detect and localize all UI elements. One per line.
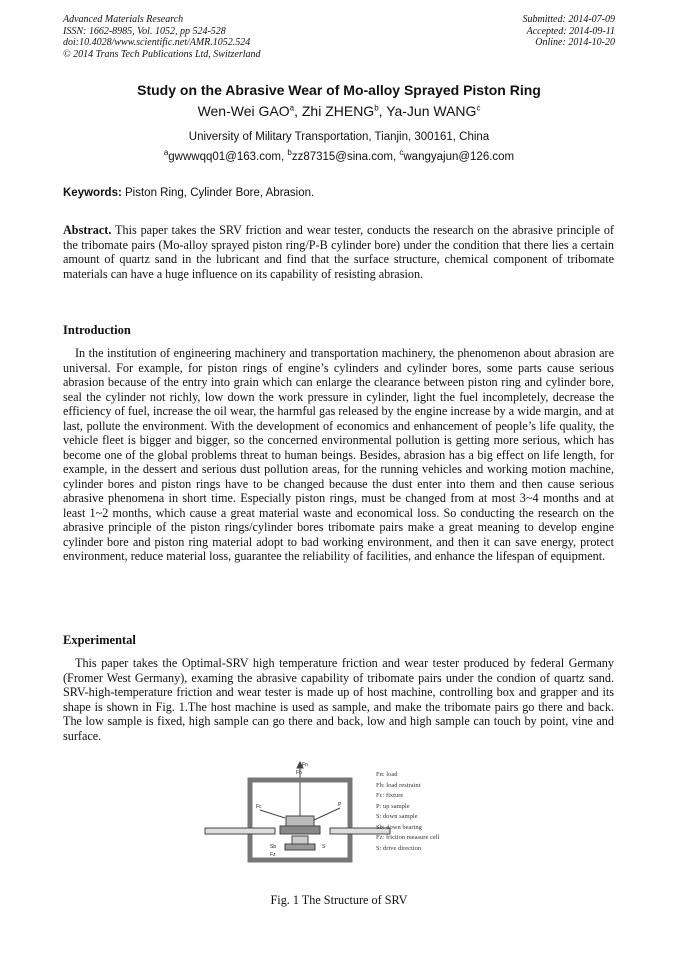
submitted-date: Submitted: 2014-07-09: [522, 14, 615, 25]
journal-header-right: [523, 14, 616, 49]
introduction-text: In the institution of engineering machinery and transportation machinery, the phenomenon about abrasion are universal. For example, for piston rings of engine’s cylinders and cylinder bores, some parts cause serious abrasion because of the entry into grain which can enlarge the clearance between piston ring and cylinder bore, seal the cylinder not richly, low down the work pressure in cylinder, light the fuel incompletely, decrease the efficiency of fuel, increase the oil wear, the harmful gas released by the engine increase by a wide margin, and at last, pollute the environment. With the development of economics and enhancement of people’s life quality, the vehicle fleet is bigger and bigger, so the concerned environmental pollution is getting more serious, which has become one of the global problems threat to human beings. Besides, abrasion has a big effect on life length, for example, in the dessert and serious dust pollution areas, for the running vehicles and working motion machine, cylinder bores and piston rings have to be changed because the dust enter into them and then cause serious abrasive phenomena in short time. Especially piston rings, must be changed from at most 3~4 months and at least 1~2 months, which cause a great material waste and economical loss. So conducting the research on the abrasive principle of the piston rings/cylinder bores tribomate pairs make a great meaning to develop engine cylinder bore and piston ring material adopt to bad working environment, and then it can save energy, protect environment, reduce material loss, guarantee the reliability of facilities, and enhance the lifespan of equipment.: [63, 346, 614, 563]
journal-doi: doi:10.4028/www.scientific.net/AMR.1052.524: [63, 37, 251, 48]
lower-sample: [292, 836, 308, 844]
legend-text: fixture: [385, 792, 404, 799]
email-sup: a: [163, 148, 169, 158]
fc-leader: [260, 810, 285, 818]
email-address: wangyajun@126.com: [403, 151, 515, 163]
legend-item: [376, 833, 439, 844]
keywords-label: Keywords:: [63, 187, 122, 199]
journal-copyright: © 2014 Trans Tech Publications Ltd, Switzerland: [63, 48, 261, 60]
journal-issn: ISSN: 1662-8985, Vol. 1052, pp 524-528: [63, 25, 226, 37]
author-name: Ya-Jun WANG: [386, 103, 477, 119]
email-list: $^a$gwwwqq01@163.com, $^b$zz87315@sina.com, $^c$wangyajun@126.com: [163, 148, 515, 163]
legend-text: drive direction: [383, 844, 422, 852]
journal-name: Advanced Materials Research: [63, 14, 184, 25]
legend-text: down bearing: [386, 823, 422, 831]
introduction-heading: Introduction: [63, 323, 131, 337]
keywords-text: Piston Ring, Cylinder Bore, Abrasion.: [125, 187, 315, 199]
online-date: Online: 2014-10-20: [535, 37, 615, 48]
abstract-label: Abstract.: [63, 223, 112, 237]
legend-item: [376, 823, 439, 834]
legend-text: load: [386, 771, 398, 778]
email-address: gwwwqq01@163.com: [168, 151, 281, 163]
legend-text: friction measure cell: [385, 834, 440, 841]
author-sup: a: [289, 103, 295, 113]
legend-item: [376, 791, 439, 802]
legend-symbol: S:: [376, 844, 382, 852]
figure-caption: Fig. 1 The Structure of SRV: [270, 893, 408, 907]
label-fz: Fz: [270, 852, 276, 858]
legend-symbol: Fc:: [376, 792, 385, 799]
label-s: S: [322, 844, 326, 850]
upper-sample: [286, 816, 314, 826]
legend-symbol: S:: [376, 813, 382, 820]
figure-legend: [376, 770, 439, 854]
legend-item: [376, 802, 439, 813]
abstract-text: This paper takes the SRV friction and wear tester, conducts the research on the abrasive principle of the tribomate pairs (Mo-alloy sprayed piston ring/P-B cylinder bore) under the condition that there lies a certain amount of quartz sand in the lubricant and find that the surface structure, chemical component of tribomate materials can have a huge influence on its capability of resisting abrasion.: [63, 223, 614, 281]
legend-item: [376, 844, 439, 855]
label-p: P: [338, 802, 342, 808]
experimental-heading: Experimental: [63, 633, 136, 647]
affiliation: University of Military Transportation, Tianjin, 300161, China: [188, 131, 490, 143]
abstract: [63, 223, 614, 281]
experimental-text: This paper takes the Optimal-SRV high temperature friction and wear tester produced by federal Germany (Fromer West Germany), examing the abrasive capability of tribomate pairs under the condion of quartz sand. SRV-high-temperature friction and wear tester is made up of host machine, controlling box and grapper and its shape is shown in Fig. 1.The host machine is used as sample, and make the tribomate pairs go there and back. The low sample is fixed, high sample can go there and back, low and high sample can touch by point, vine and surface.: [63, 656, 614, 743]
legend-item: [376, 812, 439, 823]
base-left: [205, 828, 275, 834]
author-name: Zhi ZHENG: [301, 103, 375, 119]
fixture-block: [280, 826, 320, 834]
email-sup: c: [399, 148, 404, 158]
legend-text: up sample: [383, 802, 410, 810]
legend-symbol: P:: [376, 802, 382, 810]
email-sup: b: [287, 148, 292, 158]
label-fn: Fn: [302, 762, 308, 768]
legend-symbol: Fz:: [376, 834, 385, 841]
email-address: zz87315@sina.com: [291, 151, 393, 163]
legend-text: load restraint: [386, 781, 421, 789]
label-sb: Sb: [270, 844, 277, 850]
label-fc: Fc: [256, 804, 262, 810]
legend-symbol: Fh:: [376, 781, 385, 789]
journal-header-left: [63, 14, 261, 60]
author-list: Wen-Wei GAO$^a$, Zhi ZHENG$^b$, Ya-Jun WANG$^c$: [197, 103, 481, 119]
p-leader: [314, 808, 340, 820]
author-sup: c: [476, 103, 481, 113]
legend-item: [376, 770, 439, 781]
legend-text: down sample: [383, 813, 418, 820]
legend-symbol: Fn:: [376, 771, 385, 778]
legend-symbol: Sb:: [376, 823, 385, 831]
legend-item: [376, 781, 439, 792]
keywords: [63, 187, 314, 199]
bearing: [285, 844, 315, 850]
paper-title: Study on the Abrasive Wear of Mo-alloy Sprayed Piston Ring: [137, 82, 541, 98]
author-name: Wen-Wei GAO: [197, 103, 290, 119]
label-fh: Fh: [296, 770, 302, 776]
author-sup: b: [374, 103, 379, 113]
accepted-date: Accepted: 2014-09-11: [526, 25, 615, 37]
